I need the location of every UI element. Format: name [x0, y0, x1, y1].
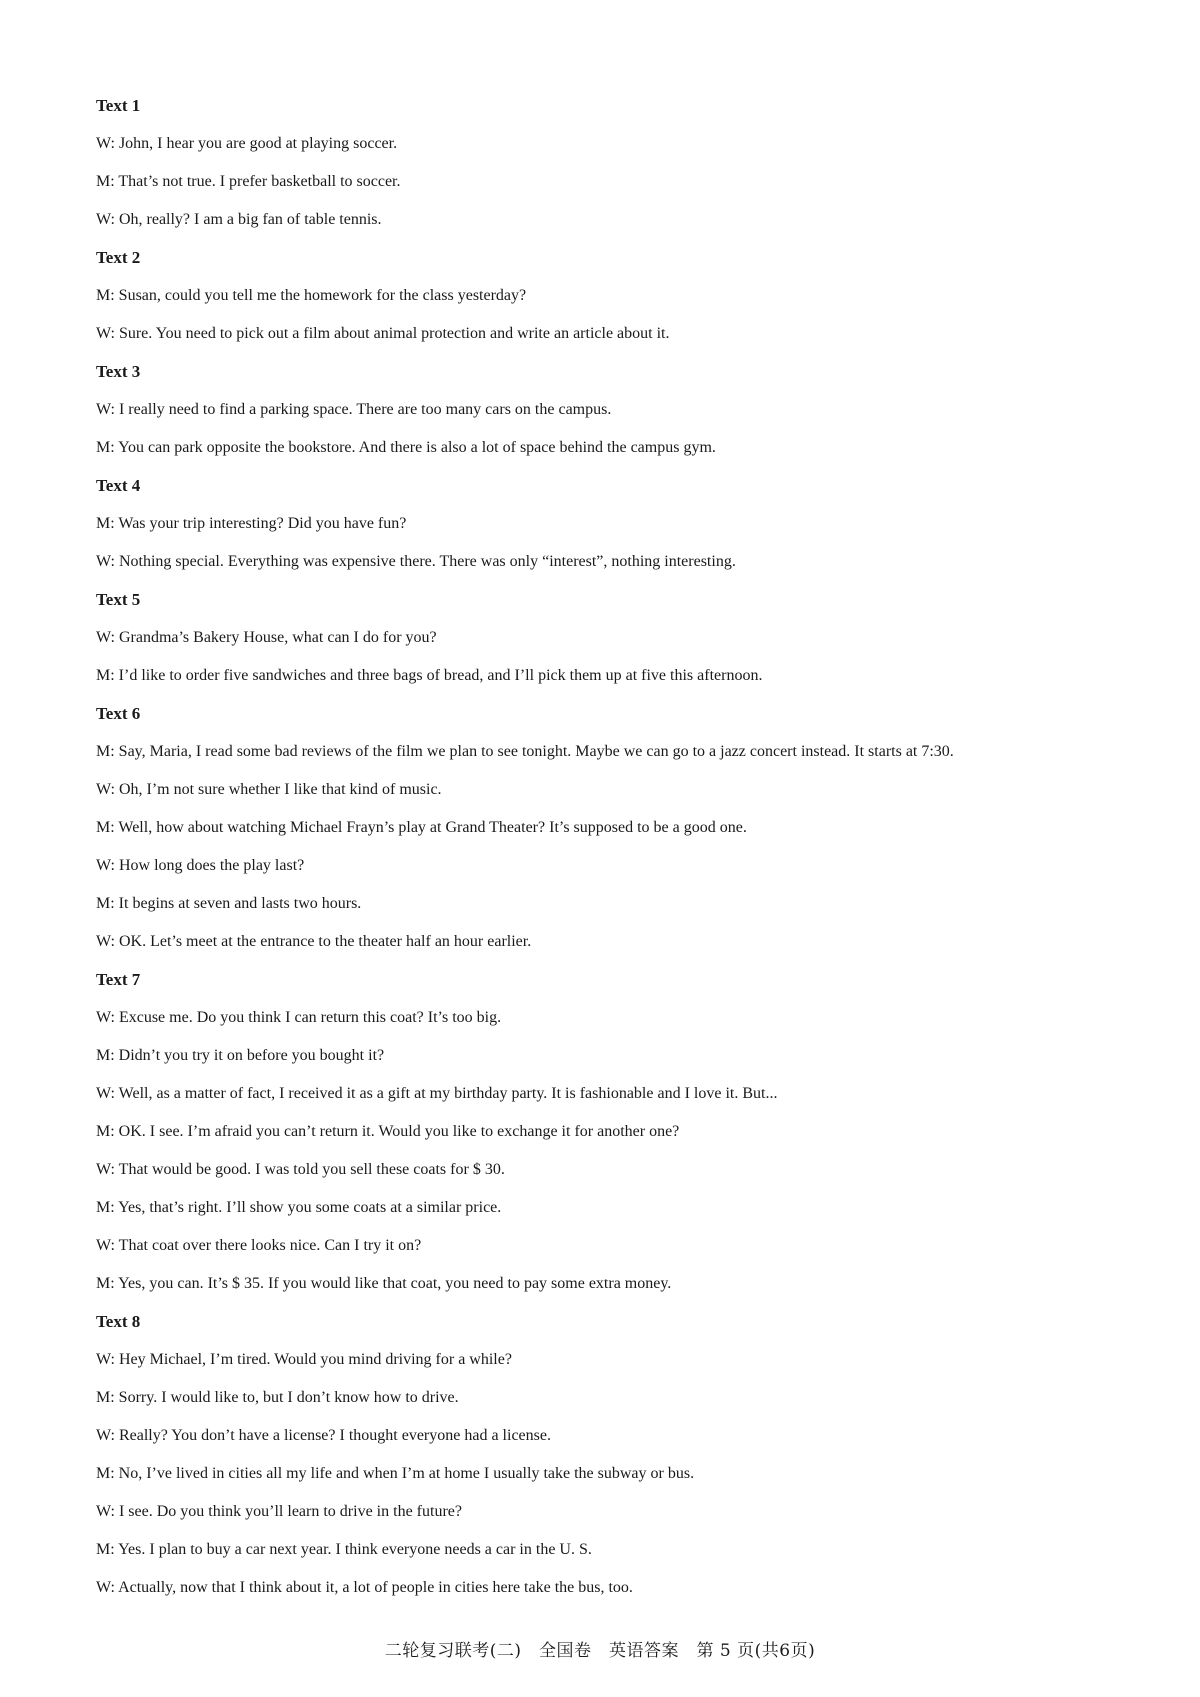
- dialogue-line: W: I see. Do you think you’ll learn to drive in the future?: [96, 1503, 462, 1520]
- dialogue-line: M: Sorry. I would like to, but I don’t know how to drive.: [96, 1389, 459, 1406]
- dialogue-line: W: Nothing special. Everything was expensive there. There was only “interest”, nothing interesting.: [96, 553, 736, 570]
- dialogue-line: W: That would be good. I was told you sell these coats for $ 30.: [96, 1161, 505, 1178]
- dialogue-line: M: Yes, that’s right. I’ll show you some coats at a similar price.: [96, 1199, 502, 1216]
- dialogue-line: M: I’d like to order five sandwiches and three bags of bread, and I’ll pick them up at five this afternoon.: [96, 667, 763, 684]
- dialogue-line: M: Was your trip interesting? Did you have fun?: [96, 515, 407, 532]
- section-title-text-5: Text 5: [96, 590, 141, 609]
- dialogue-line: W: John, I hear you are good at playing soccer.: [96, 135, 398, 152]
- transcript-content: [96, 94, 1116, 1600]
- dialogue-line: M: Well, how about watching Michael Frayn’s play at Grand Theater? It’s supposed to be a good one.: [96, 819, 747, 836]
- dialogue-line: W: Sure. You need to pick out a film about animal protection and write an article about it.: [96, 325, 670, 342]
- dialogue-line: M: No, I’ve lived in cities all my life and when I’m at home I usually take the subway or bus.: [96, 1465, 695, 1482]
- dialogue-line: W: Hey Michael, I’m tired. Would you mind driving for a while?: [96, 1351, 512, 1368]
- dialogue-line: M: That’s not true. I prefer basketball to soccer.: [96, 173, 401, 190]
- dialogue-line: M: OK. I see. I’m afraid you can’t return it. Would you like to exchange it for another one?: [96, 1123, 680, 1140]
- dialogue-line: W: OK. Let’s meet at the entrance to the theater half an hour earlier.: [96, 933, 532, 950]
- section-title-text-3: Text 3: [96, 362, 141, 381]
- dialogue-line: W: That coat over there looks nice. Can I try it on?: [96, 1237, 422, 1254]
- dialogue-line: W: Oh, I’m not sure whether I like that kind of music.: [96, 781, 442, 798]
- section-title-text-8: Text 8: [96, 1312, 141, 1331]
- section-title-text-2: Text 2: [96, 248, 141, 267]
- page-footer: 二轮复习联考(二) 全国卷 英语答案 第 5 页(共6页): [384, 1641, 816, 1661]
- section-title-text-6: Text 6: [96, 704, 141, 723]
- dialogue-line: W: How long does the play last?: [96, 857, 305, 874]
- dialogue-line: M: Yes. I plan to buy a car next year. I think everyone needs a car in the U. S.: [96, 1541, 592, 1558]
- dialogue-line: W: Really? You don’t have a license? I thought everyone had a license.: [96, 1427, 551, 1444]
- dialogue-line: W: Oh, really? I am a big fan of table tennis.: [96, 211, 382, 228]
- section-title-text-1: Text 1: [96, 96, 141, 115]
- dialogue-line: W: Actually, now that I think about it, a lot of people in cities here take the bus, too.: [96, 1579, 633, 1596]
- dialogue-line: W: I really need to find a parking space. There are too many cars on the campus.: [96, 401, 612, 418]
- dialogue-line: W: Excuse me. Do you think I can return this coat? It’s too big.: [96, 1009, 502, 1026]
- section-title-text-7: Text 7: [96, 970, 141, 989]
- dialogue-line: M: Yes, you can. It’s $ 35. If you would like that coat, you need to pay some extra money.: [96, 1275, 672, 1292]
- dialogue-line: M: You can park opposite the bookstore. And there is also a lot of space behind the campus gym.: [96, 439, 716, 456]
- dialogue-line: M: It begins at seven and lasts two hours.: [96, 895, 362, 912]
- dialogue-line: W: Grandma’s Bakery House, what can I do for you?: [96, 629, 437, 646]
- dialogue-line: W: Well, as a matter of fact, I received it as a gift at my birthday party. It is fashionable and I love it. But...: [96, 1085, 778, 1102]
- transcript-page: [96, 94, 1116, 1614]
- section-title-text-4: Text 4: [96, 476, 141, 495]
- dialogue-line: M: Say, Maria, I read some bad reviews of the film we plan to see tonight. Maybe we can go to a jazz concert instead. It starts at 7:30.: [96, 743, 954, 760]
- dialogue-line: M: Didn’t you try it on before you bought it?: [96, 1047, 385, 1064]
- dialogue-line: M: Susan, could you tell me the homework for the class yesterday?: [96, 287, 527, 304]
